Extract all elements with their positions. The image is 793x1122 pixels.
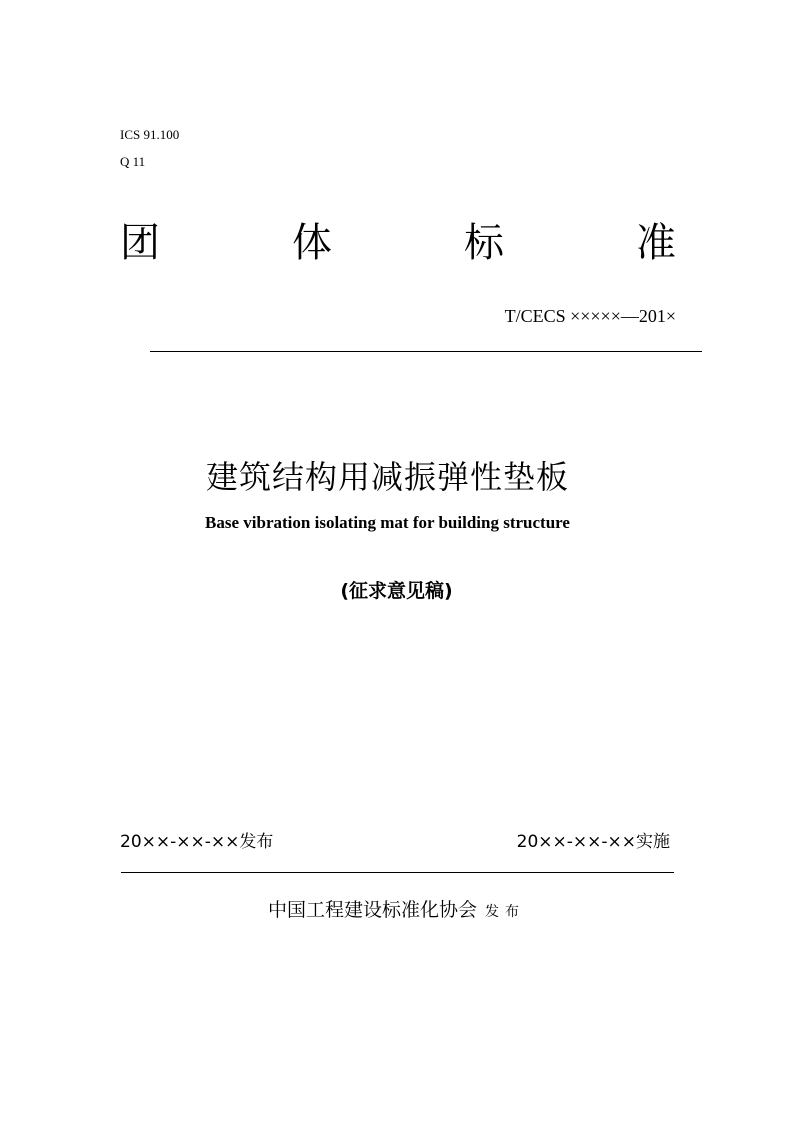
classification-code: Q 11 xyxy=(120,154,146,169)
title-english: Base vibration isolating mat for building structure xyxy=(205,513,570,532)
standard-type-char: 准 xyxy=(636,220,676,266)
ics-code: ICS 91.100 xyxy=(120,127,180,142)
bottom-divider xyxy=(121,872,674,873)
publisher-line xyxy=(0,895,793,922)
standard-type-heading xyxy=(120,218,676,268)
implementation-date: 20××-××-××实施 xyxy=(516,832,670,852)
standard-type-char: 团 xyxy=(120,220,160,266)
issue-date: 20××-××-××发布 xyxy=(120,832,274,852)
publisher-org: 中国工程建设标准化协会 xyxy=(267,899,477,921)
standard-number: T/CECS ×××××—201× xyxy=(504,306,676,326)
standard-type-char: 标 xyxy=(464,220,504,266)
draft-note: (征求意见稿) xyxy=(340,580,453,602)
top-divider xyxy=(150,351,702,352)
publisher-suffix: 发布 xyxy=(485,904,525,920)
title-chinese: 建筑结构用减振弹性垫板 xyxy=(205,458,569,496)
standard-type-char: 体 xyxy=(292,220,332,266)
